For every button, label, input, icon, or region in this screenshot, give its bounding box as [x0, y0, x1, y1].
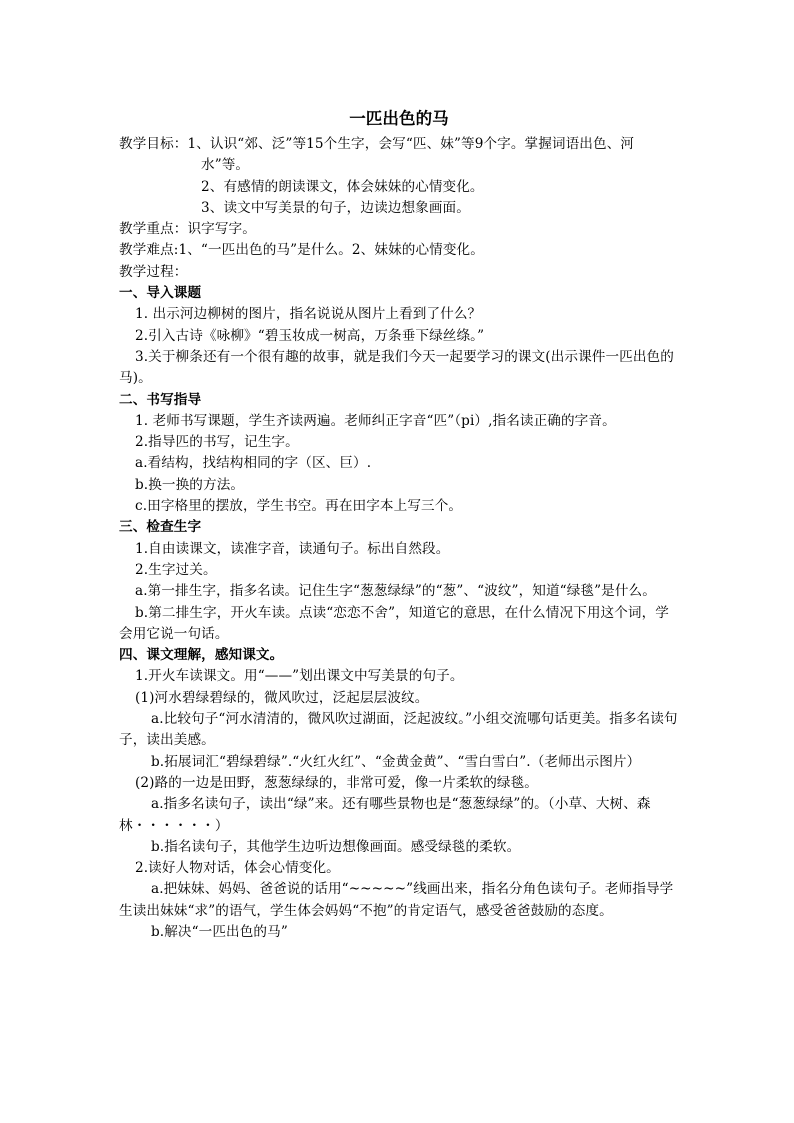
- section-4-sentence-1-a: a.比较句子“河水清清的，微风吹过湖面，泛起波纹。”小组交流哪句话更美。指多名读句子，读出美感。: [119, 711, 678, 749]
- document-title: 一匹出色的马: [349, 109, 449, 128]
- section-4-item-2-a: a.把妹妹、妈妈、爸爸说的话用“~~~~~”线画出来，指名分角色读句子。老师指导学生读出妹妹“求”的语气，学生体会妈妈“不抱”的肯定语气，感受爸爸鼓励的态度。: [119, 881, 674, 919]
- section-heading-4: 四、课文理解，感知课文。: [119, 647, 284, 664]
- section-3-item-b: b.第二排生字，开火车读。点读“恋恋不舍”，知道它的意思，在什么情况下用这个词，学会用它说一句话。: [119, 604, 669, 642]
- teaching-goal-3: 3、读文中写美景的句子，边读边想象画面。: [201, 199, 470, 216]
- section-4-sentence-1-b: b.拓展词汇“碧绿碧绿”.“火红火红”、“金黄金黄”、“雪白雪白”.（老师出示图片）: [151, 753, 641, 770]
- section-4-sentence-2-b: b.指名读句子，其他学生边听边想像画面。感受绿毯的柔软。: [151, 838, 521, 855]
- section-1-item-1: 1. 出示河边柳树的图片，指名说说从图片上看到了什么？: [135, 306, 482, 323]
- section-2-item-2: 2.指导匹的书写，记生字。: [135, 434, 299, 451]
- document-body: [119, 104, 679, 943]
- teaching-focus: 教学重点：识字写字。: [119, 221, 256, 238]
- section-heading-2: 二、书写指导: [119, 391, 202, 408]
- section-1-item-2: 2.引入古诗《咏柳》“碧玉妆成一树高，万条垂下绿丝绦。”: [135, 327, 485, 344]
- section-4-sentence-1: (1)河水碧绿碧绿的，微风吹过，泛起层层波纹。: [135, 689, 429, 706]
- section-4-item-2-b: b.解决“一匹出色的马”: [151, 923, 288, 940]
- section-heading-1: 一、导入课题: [119, 285, 202, 302]
- section-3-item-a: a.第一排生字，指多名读。记住生字“葱葱绿绿”的“葱”、“波纹”，知道“绿毯”是什么。: [135, 583, 656, 600]
- section-heading-3: 三、检查生字: [119, 519, 202, 536]
- section-4-sentence-2-a: a.指多名读句子，读出“绿”来。还有哪些景物也是“葱葱绿绿”的。（小草、大树、森林・・・・・・）: [119, 796, 651, 834]
- teaching-goal-2: 2、有感情的朗读课文，体会妹妹的心情变化。: [201, 178, 484, 195]
- section-2-item-c: c.田字格里的摆放，学生书空。再在田字本上写三个。: [135, 498, 463, 515]
- teaching-difficulty: 教学难点:1、“一匹出色的马”是什么。2、妹妹的心情变化。: [119, 242, 484, 259]
- section-2-item-a: a.看结构，找结构相同的字（区、巨）.: [135, 455, 372, 472]
- section-2-item-1: 1. 老师书写课题，学生齐读两遍。老师纠正字音“匹”（pi）,指名读正确的字音。: [135, 412, 616, 429]
- section-1-item-3: 3.关于柳条还有一个很有趣的故事，就是我们今天一起要学习的课文(出示课件一匹出色的马)。: [119, 348, 674, 387]
- section-3-item-1: 1.自由读课文，读准字音，读通句子。标出自然段。: [135, 540, 450, 557]
- section-2-item-b: b.换一换的方法。: [135, 476, 245, 493]
- section-4-item-1: 1.开火车读课文。用“——”划出课文中写美景的句子。: [135, 668, 464, 685]
- section-4-sentence-2: (2)路的一边是田野，葱葱绿绿的，非常可爱，像一片柔软的绿毯。: [135, 774, 538, 791]
- teaching-goal-1: 教学目标：1、认识“郊、泛”等15个生字，会写“匹、妹”等9个字。掌握词语出色、河水”等。: [119, 136, 635, 174]
- section-4-item-2: 2.读好人物对话，体会心情变化。: [135, 860, 340, 877]
- section-3-item-2: 2.生字过关。: [135, 561, 217, 578]
- teaching-process-label: 教学过程：: [119, 263, 188, 280]
